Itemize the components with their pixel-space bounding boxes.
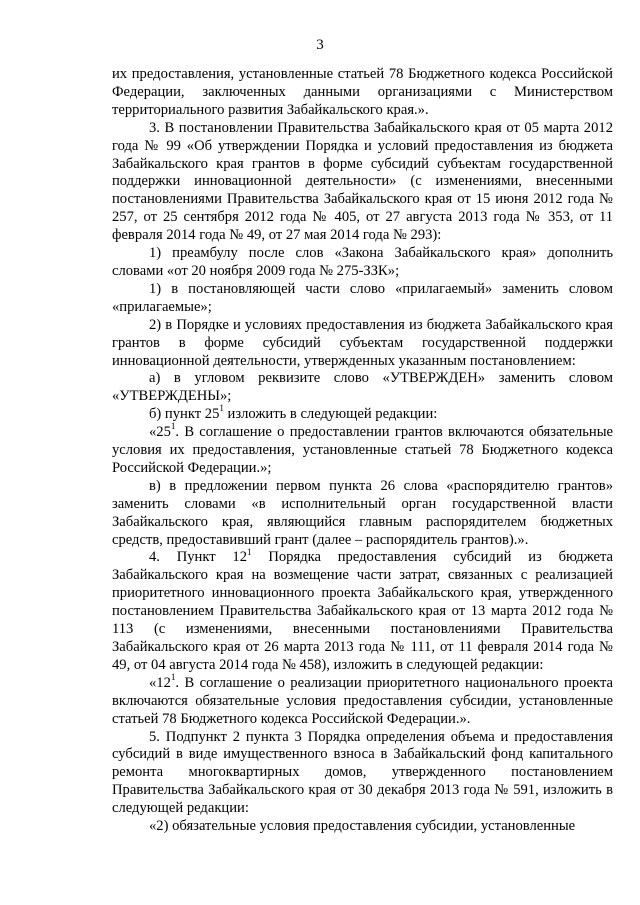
superscript: 1 (170, 421, 176, 432)
paragraph-sub-b (112, 403, 613, 424)
paragraph-text: . В соглашение о реализации приоритетного национального проекта включаются обязательные условия предоставления субсидии, установленные статьей 78 Бюджетного кодекса Российской Федерации.». (112, 674, 613, 727)
paragraph-item-5: 5. Подпункт 2 пункта 3 Порядка определения объема и предоставления субсидий в виде имущественного взноса в Забайкальский фонд капитального ремонта многоквартирных домов, утвержденного постановлением Правительства Забайкальского края от 30 декабря 2013 года № 591, изложить в следующей редакции: (112, 728, 613, 817)
paragraph-text: изложить в следующей редакции: (223, 406, 438, 423)
paragraph-text: Порядка предоставления субсидий из бюджета Забайкальского края на возмещение части затрат, связанных с реализацией приоритетного инновационного проекта Забайкальского края, утвержденного постановлением Правительства Забайкальского края от 13 марта 2012 года № 113 (с изменениями, внесенными постановлениями Правительства Забайкальского края от 26 марта 2013 года № 111, от 11 февраля 2014 года № 49, от 04 августа 2014 года № 458), изложить в следующей редакции: (112, 549, 613, 673)
paragraph-sub-2: 2) в Порядке и условиях предоставления из бюджета Забайкальского края грантов в форме субсидий субъектам государственной поддержки инновационной деятельности, утвержденных указанным постановлением: (112, 316, 613, 369)
document-body (112, 66, 613, 836)
paragraph-quote-12-1 (112, 672, 613, 729)
paragraph-text: «25 (149, 424, 171, 441)
paragraph-sub-1-operative: 1) в постановляющей части слово «прилагаемый» заменить словом «прилагаемые»; (112, 280, 613, 315)
superscript: 1 (247, 546, 252, 557)
superscript: 1 (219, 403, 224, 414)
paragraph-sub-a: а) в угловом реквизите слово «УТВЕРЖДЕН» заменить словом «УТВЕРЖДЕНЫ»; (112, 370, 613, 405)
paragraph-text: 4. Пункт 12 (149, 549, 248, 566)
paragraph-sub-v: в) в предложении первом пункта 26 слова «распорядителю грантов» заменить словами «в исполнительный орган государственной власти Забайкальского края, являющийся главным распорядителем бюджетных средств, предоставивший грант (далее – распорядитель грантов).». (112, 477, 613, 548)
page-number: 3 (316, 37, 324, 53)
paragraph-quote-2: «2) обязательные условия предоставления субсидии, установленные (149, 818, 576, 835)
paragraph-continuation: их предоставления, установленные статьей 78 Бюджетного кодекса Российской Федерации, заключенных данными организациями с Министерством территориального развития Забайкальского края.». (112, 66, 613, 118)
paragraph-text: . В соглашение о предоставлении грантов включаются обязательные условия их предоставления, установленные статьей 78 Бюджетного кодекса Российской Федерации.»; (112, 424, 613, 476)
paragraph-item-4 (112, 546, 613, 674)
paragraph-text: «12 (149, 674, 171, 691)
paragraph-text: б) пункт 25 (149, 406, 220, 423)
paragraph-quote-25-1 (112, 421, 613, 478)
superscript: 1 (170, 672, 176, 683)
paragraph-sub-1-preamble: 1) преамбулу после слов «Закона Забайкальского края» дополнить словами «от 20 ноября 2009 года № 275-ЗЗК»; (112, 245, 613, 279)
paragraph-item-3: 3. В постановлении Правительства Забайкальского края от 05 марта 2012 года № 99 «Об утверждении Порядка и условий предоставления из бюджета Забайкальского края грантов в форме субсидий субъектам государственной поддержки инновационной деятельности» (с изменениями, внесенными постановлениями Правительства Забайкальского края от 15 июня 2012 года № 257, от 25 сентября 2012 года № 405, от 27 августа 2013 года № 353, от 11 февраля 2014 года № 49, от 27 мая 2014 года № 293): (112, 119, 613, 244)
